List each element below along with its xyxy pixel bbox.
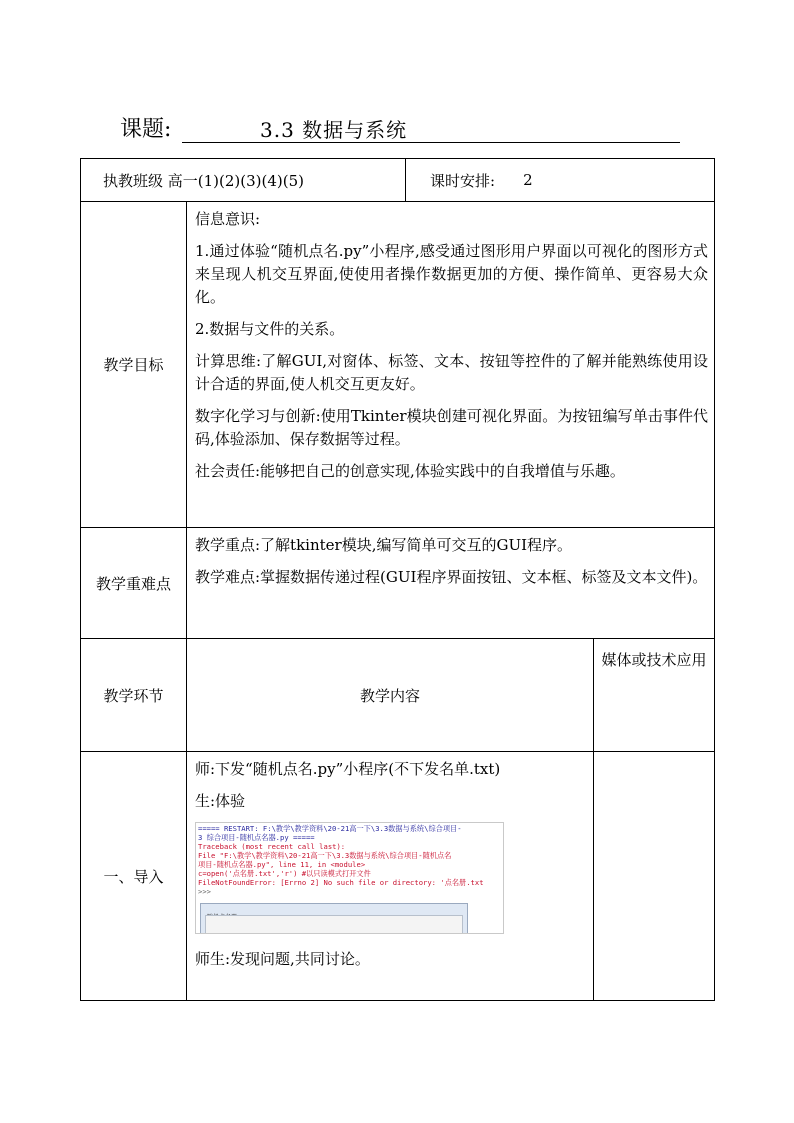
shell-line: >>> — [198, 887, 211, 896]
shell-line: Traceback (most recent call last): — [198, 842, 346, 851]
discussion-line: 师生:发现问题,共同讨论。 — [195, 950, 370, 968]
lesson-plan-table — [80, 158, 715, 1001]
key-points-row — [81, 528, 715, 639]
shell-line: FileNotFoundError: [Errno 2] No such file or directory: '点名册.txt — [198, 878, 484, 887]
shell-line: c=open('点名册.txt','r') #以只读模式打开文件 — [198, 869, 371, 878]
objectives-content — [187, 202, 714, 489]
lesson-title-label: 课题: — [120, 117, 172, 142]
tk-window — [200, 903, 468, 934]
objective-paragraph: 1.通过体验“随机点名.py”小程序,感受通过图形用户界面以可视化的图形方式来呈现人机交互界面,使使用者操作数据更加的方便、操作简单、更容易大众化。 — [195, 242, 709, 306]
header-media: 媒体或技术应用 — [601, 651, 707, 669]
title-underline — [182, 142, 680, 143]
objective-paragraph: 数字化学习与创新:使用Tkinter模块创建可视化界面。为按钮编写单击事件代码,体验添加、保存数据等过程。 — [195, 407, 709, 448]
objectives-label: 教学目标 — [81, 202, 187, 528]
objective-paragraph: 信息意识: — [195, 210, 261, 228]
table-header-row — [81, 639, 715, 752]
header-content: 教学内容 — [187, 639, 594, 752]
tk-window-body — [205, 915, 463, 934]
lesson-title-value: 3.3 数据与系统 — [260, 118, 408, 142]
key-points-label: 教学重难点 — [81, 528, 187, 639]
objective-paragraph: 社会责任:能够把自己的创意实现,体验实践中的自我增值与乐趣。 — [195, 462, 625, 480]
key-points-content — [187, 528, 714, 595]
shell-line: ===== RESTART: F:\教学\教学资料\20-21高一下\3.3数据与系统\综合项目- — [198, 824, 462, 833]
error-screenshot — [195, 822, 504, 934]
objective-paragraph: 2.数据与文件的关系。 — [195, 320, 345, 338]
class-cell: 执教班级 高一(1)(2)(3)(4)(5) — [81, 159, 406, 201]
hours-label: 课时安排: — [430, 171, 496, 190]
shell-output — [198, 824, 503, 896]
hours-cell — [406, 159, 714, 201]
lesson-title-row — [120, 112, 680, 144]
intro-label: 一、导入 — [81, 752, 187, 1001]
header-stage: 教学环节 — [81, 639, 187, 752]
intro-media-cell — [594, 752, 715, 1001]
shell-line: File "F:\教学\教学资料\20-21高一下\3.3数据与系统\综合项目-随机点名 — [198, 851, 452, 860]
shell-line: 项目-随机点名器.py", line 11, in <module> — [198, 860, 366, 869]
class-info-row — [81, 159, 715, 202]
intro-row — [81, 752, 715, 1001]
student-line: 生:体验 — [195, 792, 246, 810]
key-point-paragraph: 教学难点:掌握数据传递过程(GUI程序界面按钮、文本框、标签及文本文件)。 — [195, 568, 708, 586]
objectives-row — [81, 202, 715, 528]
hours-value: 2 — [523, 171, 533, 189]
objective-paragraph: 计算思维:了解GUI,对窗体、标签、文本、按钮等控件的了解并能熟练使用设计合适的界面,使人机交互更友好。 — [195, 352, 709, 393]
intro-content — [187, 752, 593, 977]
shell-line: 3 综合项目-随机点名器.py ===== — [198, 833, 315, 842]
teacher-line: 师:下发“随机点名.py”小程序(不下发名单.txt) — [195, 760, 501, 778]
key-point-paragraph: 教学重点:了解tkinter模块,编写简单可交互的GUI程序。 — [195, 536, 573, 554]
